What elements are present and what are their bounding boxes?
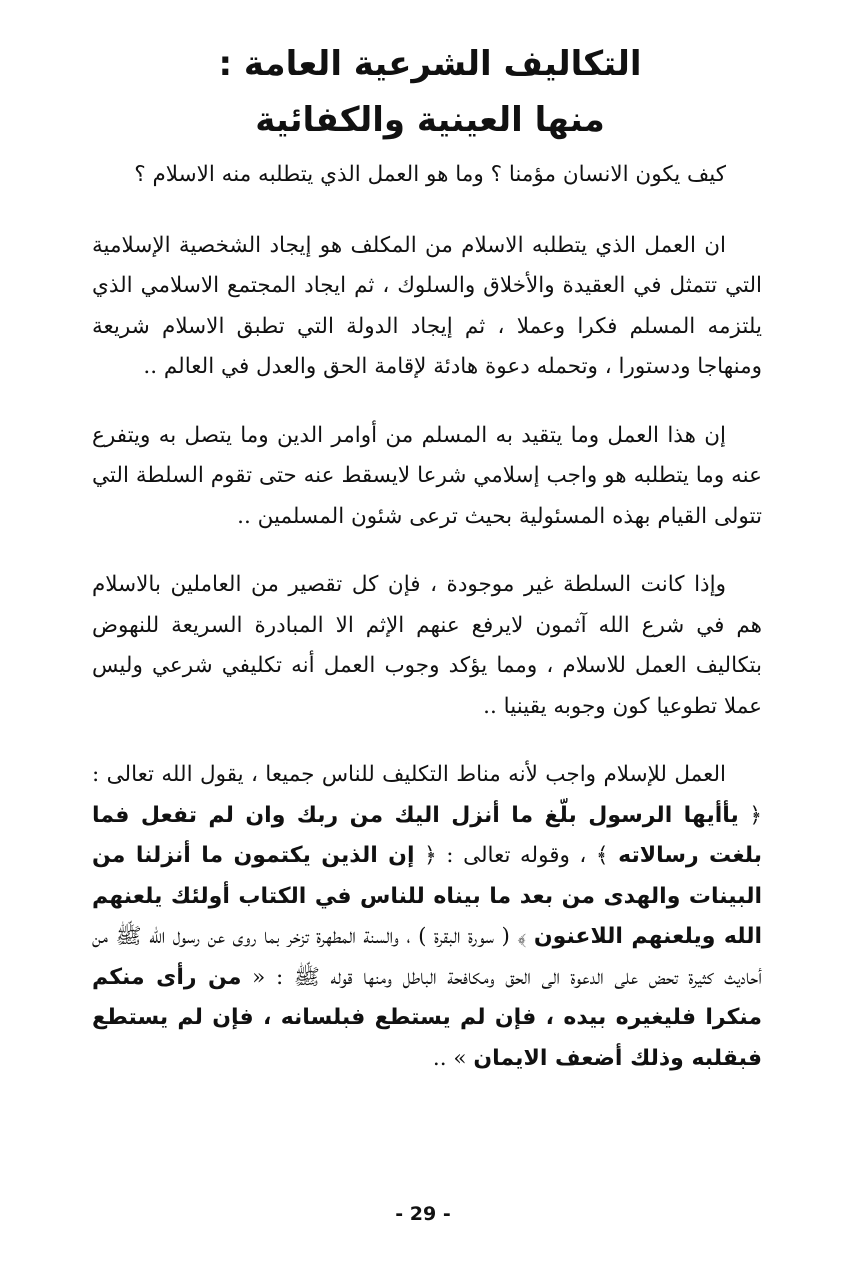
- hadith-quote: من رأى منكم منكرا فليغيره بيده ، فإن لم يستطع فبلسانه ، فإن لم يستطع فبقلبه وذلك أضعف الايمان: [92, 964, 762, 1071]
- heading-line-2: منها العينية والكفائية: [255, 100, 605, 140]
- body-text: [92, 155, 762, 1107]
- paragraph-absent-authority: وإذا كانت السلطة غير موجودة ، فإن كل تقصير من العاملين بالاسلام هم في شرع الله آثمون لايرفع عنهم الإثم الا المبادرة السريعة للنهوض بتكاليف العمل للاسلام ، ومما يؤكد وجوب العمل أنه تكليفي شرعي وليس عملا تطوعيا كون وجوبه يقينيا ..: [92, 572, 762, 719]
- quran-quote-1: يأأيها الرسول بلّغ ما أنزل اليك من ربك وان لم تفعل فما بلغت رسالاته: [92, 802, 762, 868]
- paragraph-evidence: [92, 755, 762, 1079]
- paragraph-question: كيف يكون الانسان مؤمنا ؟ وما هو العمل الذي يتطلبه منه الاسلام ؟: [134, 162, 726, 187]
- evidence-text-3: ﴾ ( سورة البقرة ) ، والسنة المطهرة تزخر بما روى عن رسول الله ﷺ من أحاديث كثيرة تحض على الدعوة الى الحق ومكافحة الباطل ومنها قوله ﷺ : «: [92, 924, 762, 990]
- paragraph-islamic-duty: إن هذا العمل وما يتقيد به المسلم من أوامر الدين وما يتصل به ويتفرع عنه وما يتطلبه هو واجب إسلامي شرعا لايسقط عنه حتى تقوم السلطة التي تتولى القيام بهذه المسئولية بحيث ترعى شئون المسلمين ..: [92, 422, 762, 529]
- evidence-text-4: » ..: [432, 1045, 474, 1071]
- paragraph-required-work: ان العمل الذي يتطلبه الاسلام من المكلف هو إيجاد الشخصية الإسلامية التي تتمثل في العقيدة والأخلاق والسلوك ، ثم ايجاد المجتمع الاسلامي الذي يلتزمه المسلم فكرا وعملا ، ثم إيجاد الدولة التي تطبق الاسلام شريعة ومنهاجا ودستورا ، وتحمله دعوة هادئة لإقامة الحق والعدل في العالم ..: [92, 232, 762, 379]
- evidence-text-1: العمل للإسلام واجب لأنه مناط التكليف للناس جميعا ، يقول الله تعالى : ﴿: [92, 762, 762, 828]
- page-number: - 29 -: [395, 1203, 451, 1225]
- chapter-heading: [100, 36, 760, 148]
- evidence-text-2: ﴾ ، وقوله تعالى : ﴿: [414, 843, 619, 868]
- quran-quote-2: إن الذين يكتمون ما أنزلنا من البينات والهدى من بعد ما بيناه للناس في الكتاب أولئك يلعنهم الله ويلعنهم اللاعنون: [92, 843, 762, 949]
- heading-line-1: التكاليف الشرعية العامة :: [218, 44, 642, 84]
